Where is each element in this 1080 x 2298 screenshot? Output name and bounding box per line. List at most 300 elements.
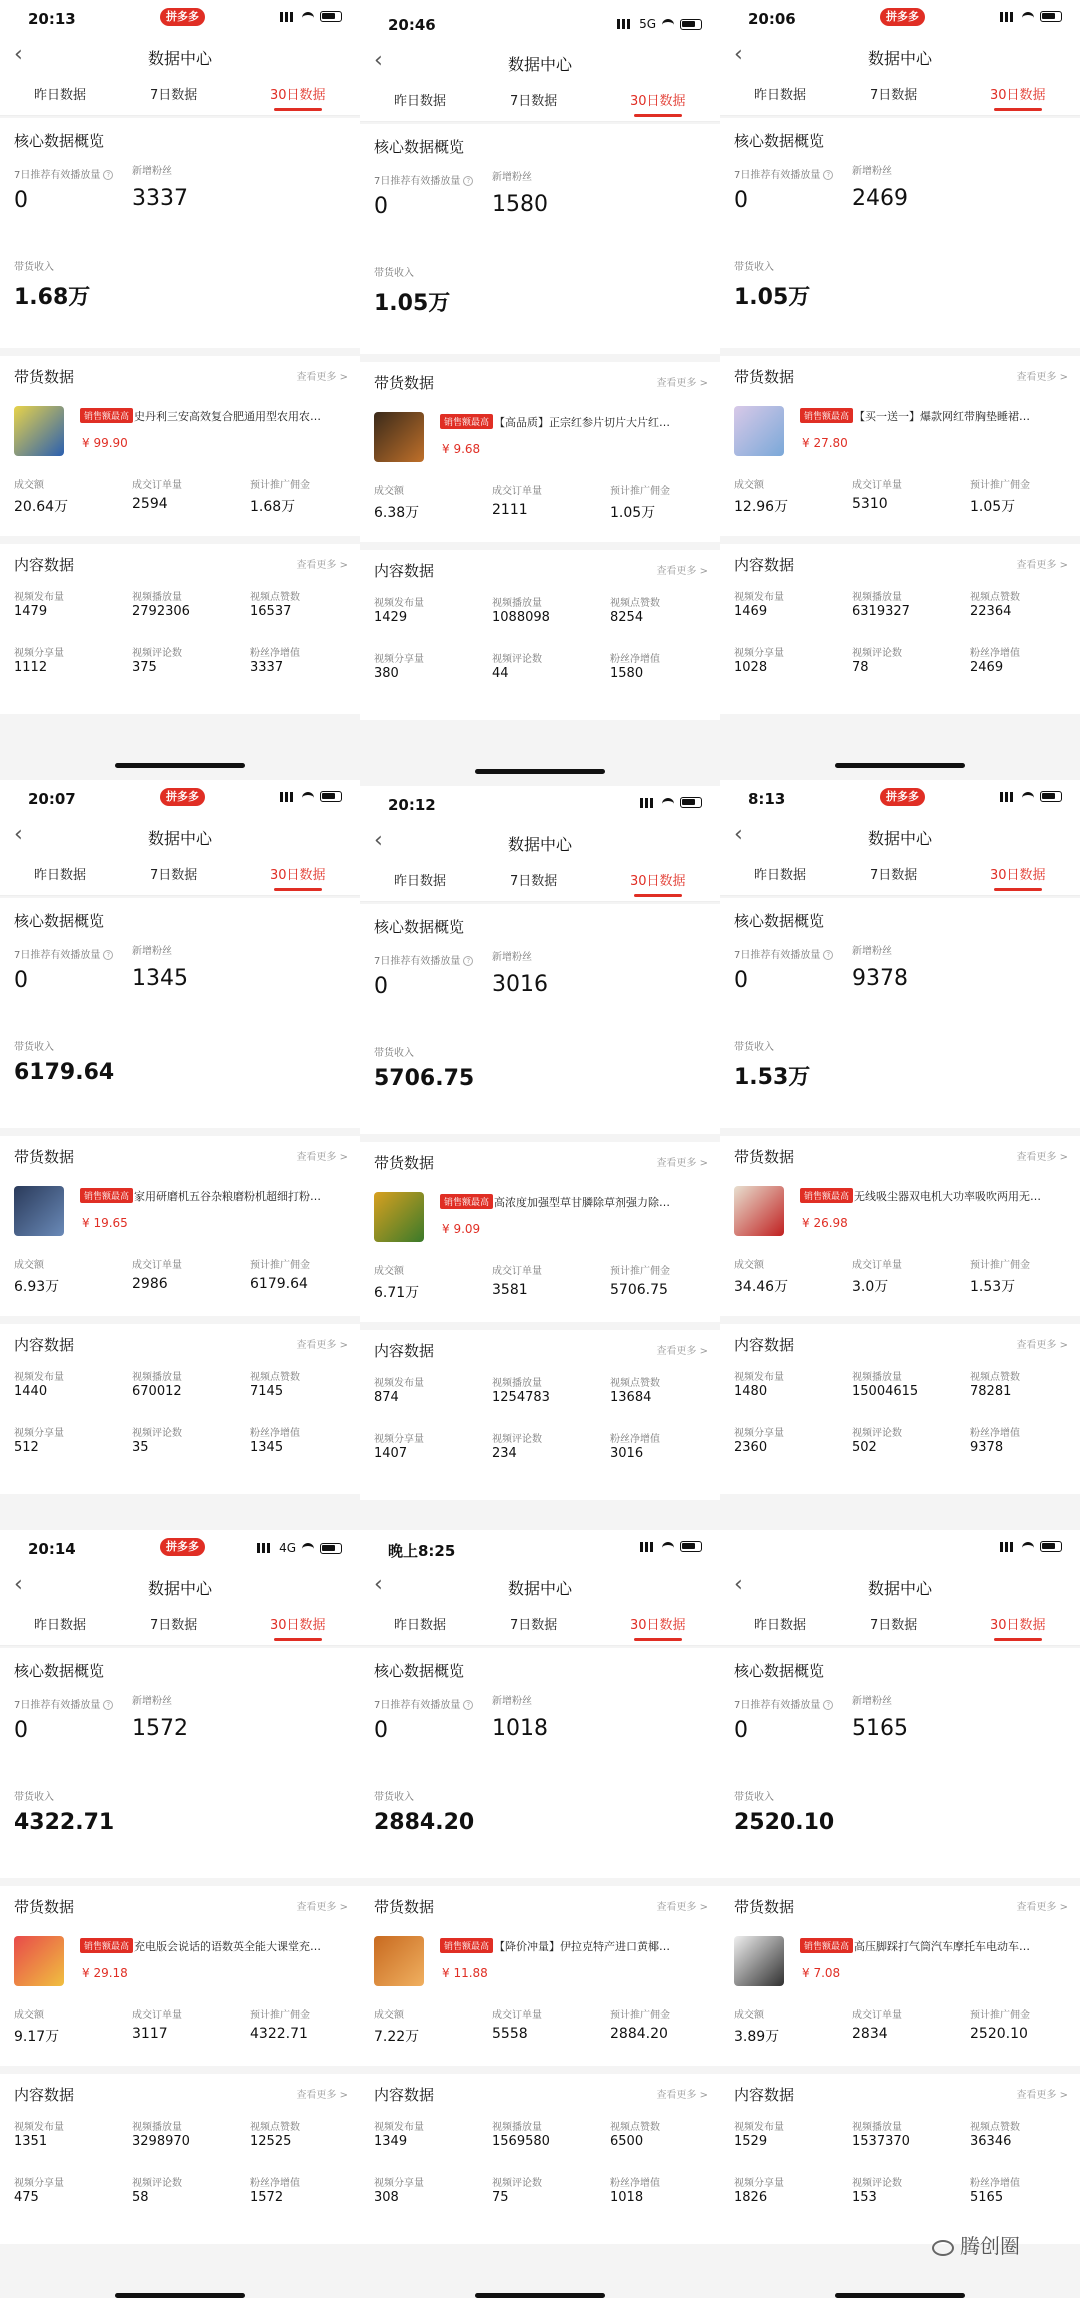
tab-30days[interactable]: 30日数据 — [990, 84, 1046, 103]
sales-metric-label: 成交额 — [734, 480, 764, 491]
sales-more-link[interactable]: 查看更多 > — [656, 378, 708, 389]
product-name[interactable]: 【降价冲量】伊拉克特产进口黄椰… — [494, 1940, 670, 1953]
new-fans-label: 新增粉丝 — [132, 1696, 172, 1707]
content-metric-value: 1345 — [250, 1440, 284, 1455]
sales-metric-value: 7.22万 — [374, 2029, 420, 2045]
content-more-link[interactable]: 查看更多 > — [1016, 2090, 1068, 2101]
sales-metric-label: 成交额 — [14, 480, 44, 491]
sales-metric-label: 成交订单量 — [132, 480, 182, 491]
help-icon[interactable]: ? — [823, 1700, 833, 1710]
battery-icon — [320, 1543, 342, 1554]
content-metric-value: 1569580 — [492, 2134, 550, 2149]
tab-yesterday[interactable]: 昨日数据 — [754, 1618, 807, 1633]
content-more-link[interactable]: 查看更多 > — [296, 2090, 348, 2101]
wifi-icon — [1022, 12, 1034, 22]
product-name[interactable]: 【高品质】正宗红参片切片大片红… — [494, 416, 670, 429]
page-title: 数据中心 — [147, 829, 212, 848]
content-metric-value: 1537370 — [852, 2134, 910, 2149]
help-icon[interactable]: ? — [103, 1700, 113, 1710]
content-metric-label: 粉丝净增值 — [610, 2178, 660, 2189]
content-more-link[interactable]: 查看更多 > — [1016, 560, 1068, 571]
product-thumbnail[interactable] — [374, 412, 424, 462]
content-metric-value: 308 — [374, 2190, 399, 2205]
content-metric-value: 1351 — [14, 2134, 48, 2149]
tab-bar — [720, 1606, 1080, 1646]
tab-7days[interactable]: 7日数据 — [870, 88, 918, 103]
tab-7days[interactable]: 7日数据 — [150, 868, 198, 883]
page-title: 数据中心 — [147, 49, 212, 68]
content-title: 内容数据 — [14, 1336, 75, 1354]
page-title: 数据中心 — [147, 1579, 212, 1598]
content-metric-value: 380 — [374, 666, 399, 681]
content-section — [0, 544, 360, 714]
tab-bar — [360, 1606, 720, 1646]
sales-more-link[interactable]: 查看更多 > — [296, 1902, 348, 1913]
status-time: 20:13 — [28, 10, 76, 28]
help-icon[interactable]: ? — [823, 170, 833, 180]
content-title: 内容数据 — [734, 1336, 795, 1354]
page-title: 数据中心 — [867, 829, 932, 848]
income-label: 带货收入 — [734, 1792, 774, 1803]
tab-yesterday[interactable]: 昨日数据 — [754, 88, 807, 103]
system-icons — [640, 1541, 702, 1552]
system-icons — [257, 1541, 342, 1555]
content-metric-label: 视频点赞数 — [970, 1372, 1020, 1383]
new-fans-label: 新增粉丝 — [852, 946, 892, 957]
top-sales-badge: 销售额最高 — [800, 1188, 853, 1203]
page-title: 数据中心 — [507, 1579, 572, 1598]
product-thumbnail[interactable] — [374, 1192, 424, 1242]
income-label: 带货收入 — [374, 268, 414, 279]
content-section — [0, 1324, 360, 1494]
income-label: 带货收入 — [14, 1792, 54, 1803]
content-metric-value: 1572 — [250, 2190, 284, 2205]
sales-metric-label: 成交额 — [374, 1266, 404, 1277]
rec-play-label-text: 7日推荐有效播放量 — [374, 1700, 461, 1711]
sales-metric-label: 成交额 — [374, 2010, 404, 2021]
help-icon[interactable]: ? — [103, 950, 113, 960]
content-metric-value: 375 — [132, 660, 157, 675]
content-metric-label: 粉丝净增值 — [970, 1428, 1020, 1439]
help-icon[interactable]: ? — [823, 950, 833, 960]
content-metric-label: 视频播放量 — [132, 592, 182, 603]
phone-screen — [0, 1530, 360, 2298]
status-time: 20:06 — [748, 10, 796, 28]
tab-30days[interactable]: 30日数据 — [630, 90, 686, 109]
product-name[interactable]: 高压脚踩打气筒汽车摩托车电动车… — [854, 1940, 1030, 1953]
tab-bar — [360, 862, 720, 902]
new-fans-value: 5165 — [852, 1716, 908, 1741]
sales-metric-label: 预计推广佣金 — [250, 2010, 310, 2021]
sales-title: 带货数据 — [374, 374, 435, 392]
page-title: 数据中心 — [867, 49, 932, 68]
core-title: 核心数据概览 — [734, 912, 825, 930]
content-metric-label: 视频分享量 — [374, 654, 424, 665]
new-fans-label: 新增粉丝 — [852, 166, 892, 177]
sales-metric-value: 5558 — [492, 2026, 528, 2042]
content-metric-label: 视频点赞数 — [970, 592, 1020, 603]
tab-30days[interactable]: 30日数据 — [270, 1614, 326, 1633]
tab-7days[interactable]: 7日数据 — [510, 874, 558, 889]
system-icons — [280, 11, 342, 22]
tab-yesterday[interactable]: 昨日数据 — [394, 874, 447, 889]
top-sales-badge: 销售额最高 — [80, 1938, 133, 1953]
content-metric-value: 502 — [852, 1440, 877, 1455]
content-metric-label: 视频评论数 — [132, 648, 182, 659]
status-bar — [360, 6, 720, 42]
tab-bar — [360, 82, 720, 122]
sales-title: 带货数据 — [14, 1898, 75, 1916]
status-bar — [720, 1530, 1080, 1566]
product-price: ¥ 9.09 — [442, 1222, 481, 1236]
sales-more-link[interactable]: 查看更多 > — [656, 1902, 708, 1913]
core-title: 核心数据概览 — [374, 1662, 465, 1680]
income-label: 带货收入 — [14, 262, 54, 273]
content-more-link[interactable]: 查看更多 > — [656, 566, 708, 577]
sales-metric-value: 6.71万 — [374, 1285, 420, 1301]
product-price: ¥ 26.98 — [802, 1216, 848, 1230]
sales-more-link[interactable]: 查看更多 > — [296, 1152, 348, 1163]
home-indicator[interactable] — [475, 2293, 605, 2298]
tab-30days[interactable]: 30日数据 — [990, 864, 1046, 883]
content-metric-value: 2360 — [734, 1440, 768, 1455]
tab-7days[interactable]: 7日数据 — [510, 94, 558, 109]
product-price: ¥ 11.88 — [442, 1966, 488, 1980]
wifi-icon — [1022, 792, 1034, 802]
content-title: 内容数据 — [374, 562, 435, 580]
content-metric-label: 视频点赞数 — [250, 2122, 300, 2133]
content-metric-label: 视频发布量 — [14, 592, 64, 603]
content-metric-value: 1407 — [374, 1446, 408, 1461]
tab-7days[interactable]: 7日数据 — [870, 1618, 918, 1633]
core-title: 核心数据概览 — [14, 912, 105, 930]
sales-section — [360, 1142, 720, 1322]
content-metric-label: 视频播放量 — [492, 598, 542, 609]
watermark-text: 腾创圈 — [960, 2234, 1020, 2258]
signal-icon — [617, 19, 633, 29]
income-value: 2520.10 — [734, 1810, 835, 1835]
content-metric-label: 视频评论数 — [492, 2178, 542, 2189]
home-indicator[interactable] — [475, 769, 605, 774]
new-fans-value: 3337 — [132, 186, 188, 211]
product-price: ¥ 99.90 — [82, 436, 128, 450]
system-icons — [1000, 791, 1062, 802]
product-thumbnail[interactable] — [14, 1186, 64, 1236]
rec-play-label — [734, 1696, 833, 1711]
content-metric-label: 视频播放量 — [132, 2122, 182, 2133]
back-icon[interactable]: ‹ — [734, 42, 743, 67]
back-icon[interactable]: ‹ — [374, 48, 383, 73]
income-label: 带货收入 — [14, 1042, 54, 1053]
battery-icon — [1040, 1541, 1062, 1552]
content-metric-label: 视频评论数 — [852, 2178, 902, 2189]
product-name[interactable]: 史丹利三安高效复合肥通用型农用农… — [134, 410, 321, 423]
signal-icon — [1000, 792, 1016, 802]
sales-more-link[interactable]: 查看更多 > — [1016, 1152, 1068, 1163]
new-fans-label: 新增粉丝 — [492, 1696, 532, 1707]
product-name[interactable]: 家用研磨机五谷杂粮磨粉机超细打粉… — [134, 1190, 321, 1203]
tab-30days[interactable]: 30日数据 — [630, 1614, 686, 1633]
content-more-link[interactable]: 查看更多 > — [656, 1346, 708, 1357]
content-metric-value: 1440 — [14, 1384, 48, 1399]
product-thumbnail[interactable] — [14, 406, 64, 456]
content-section — [0, 2074, 360, 2244]
content-more-link[interactable]: 查看更多 > — [296, 560, 348, 571]
sales-more-link[interactable]: 查看更多 > — [656, 1158, 708, 1169]
rec-play-label-text: 7日推荐有效播放量 — [374, 176, 461, 187]
back-icon[interactable]: ‹ — [14, 1572, 23, 1597]
content-metric-value: 3337 — [250, 660, 284, 675]
core-overview — [360, 904, 720, 1134]
sales-metric-label: 成交订单量 — [852, 480, 902, 491]
sales-metric-label: 预计推广佣金 — [610, 1266, 670, 1277]
sales-metric-value: 3.89万 — [734, 2029, 780, 2045]
battery-icon — [320, 11, 342, 22]
income-label: 带货收入 — [374, 1048, 414, 1059]
sales-metric-value: 6179.64 — [250, 1276, 308, 1292]
content-section — [360, 2074, 720, 2244]
sales-section — [0, 1886, 360, 2066]
tab-yesterday[interactable]: 昨日数据 — [754, 868, 807, 883]
tab-yesterday[interactable]: 昨日数据 — [34, 1618, 87, 1633]
core-overview — [720, 1648, 1080, 1878]
content-metric-label: 视频发布量 — [734, 1372, 784, 1383]
content-metric-label: 粉丝净增值 — [610, 654, 660, 665]
content-metric-label: 视频发布量 — [374, 2122, 424, 2133]
product-thumbnail[interactable] — [14, 1936, 64, 1986]
content-metric-label: 视频点赞数 — [970, 2122, 1020, 2133]
product-name[interactable]: 高浓度加强型草甘膦除草剂强力除… — [494, 1196, 670, 1209]
core-overview — [0, 898, 360, 1128]
core-title: 核心数据概览 — [734, 1662, 825, 1680]
home-indicator[interactable] — [835, 763, 965, 768]
content-metric-value: 1826 — [734, 2190, 768, 2205]
rec-play-value: 0 — [14, 968, 28, 993]
core-overview — [0, 1648, 360, 1878]
sales-metric-label: 成交额 — [734, 2010, 764, 2021]
status-time: 晚上8:25 — [388, 1542, 456, 1560]
back-icon[interactable]: ‹ — [734, 1572, 743, 1597]
top-sales-badge: 销售额最高 — [440, 1194, 493, 1209]
product-price: ¥ 9.68 — [442, 442, 481, 456]
pdd-badge: 拼多多 — [160, 8, 205, 26]
product-name[interactable]: 充电版会说话的语数英全能大课堂充… — [134, 1940, 321, 1953]
content-metric-value: 7145 — [250, 1384, 284, 1399]
product-price: ¥ 7.08 — [802, 1966, 841, 1980]
core-title: 核心数据概览 — [14, 132, 105, 150]
tab-30days[interactable]: 30日数据 — [990, 1614, 1046, 1633]
core-title: 核心数据概览 — [14, 1662, 105, 1680]
product-price: ¥ 27.80 — [802, 436, 848, 450]
phone-screen — [0, 780, 360, 1560]
content-metric-label: 粉丝净增值 — [970, 2178, 1020, 2189]
network-type: 5G — [639, 17, 656, 31]
sales-metric-value: 12.96万 — [734, 499, 789, 515]
content-metric-label: 视频播放量 — [852, 592, 902, 603]
content-metric-value: 1112 — [14, 660, 48, 675]
tab-yesterday[interactable]: 昨日数据 — [394, 94, 447, 109]
content-section — [720, 1324, 1080, 1494]
sales-section — [720, 356, 1080, 536]
content-more-link[interactable]: 查看更多 > — [296, 1340, 348, 1351]
sales-metric-value: 6.93万 — [14, 1279, 60, 1295]
product-name[interactable]: 无线吸尘器双电机大功率吸吹两用无… — [854, 1190, 1041, 1203]
income-label: 带货收入 — [374, 1792, 414, 1803]
system-icons — [640, 797, 702, 808]
battery-icon — [1040, 11, 1062, 22]
tab-yesterday[interactable]: 昨日数据 — [34, 88, 87, 103]
rec-play-label-text: 7日推荐有效播放量 — [734, 950, 821, 961]
content-metric-value: 44 — [492, 666, 509, 681]
status-bar — [720, 0, 1080, 36]
nav-bar — [0, 816, 360, 856]
sales-metric-value: 4322.71 — [250, 2026, 308, 2042]
content-metric-value: 1479 — [14, 604, 48, 619]
sales-more-link[interactable]: 查看更多 > — [296, 372, 348, 383]
phone-screen — [720, 0, 1080, 780]
sales-title: 带货数据 — [14, 1148, 75, 1166]
product-thumbnail[interactable] — [374, 1936, 424, 1986]
sales-metric-value: 2834 — [852, 2026, 888, 2042]
content-metric-value: 1254783 — [492, 1390, 550, 1405]
product-name[interactable]: 【买一送一】爆款网红带胸垫睡裙… — [854, 410, 1030, 423]
tab-yesterday[interactable]: 昨日数据 — [394, 1618, 447, 1633]
content-metric-label: 视频评论数 — [852, 1428, 902, 1439]
page-title: 数据中心 — [507, 835, 572, 854]
tab-30days[interactable]: 30日数据 — [270, 84, 326, 103]
help-icon[interactable]: ? — [103, 170, 113, 180]
content-more-link[interactable]: 查看更多 > — [656, 2090, 708, 2101]
content-metric-label: 视频发布量 — [734, 2122, 784, 2133]
content-metric-label: 视频点赞数 — [610, 598, 660, 609]
back-icon[interactable]: ‹ — [14, 822, 23, 847]
tab-bar — [720, 76, 1080, 116]
core-title: 核心数据概览 — [374, 138, 465, 156]
help-icon[interactable]: ? — [463, 176, 473, 186]
back-icon[interactable]: ‹ — [374, 1572, 383, 1597]
nav-bar — [720, 1566, 1080, 1606]
tab-30days[interactable]: 30日数据 — [630, 870, 686, 889]
sales-metric-label: 成交订单量 — [492, 2010, 542, 2021]
content-metric-label: 视频分享量 — [14, 648, 64, 659]
content-metric-label: 视频播放量 — [852, 2122, 902, 2133]
phone-screen — [720, 780, 1080, 1560]
phone-screen — [720, 1530, 1080, 2298]
rec-play-label — [14, 946, 113, 961]
home-indicator[interactable] — [115, 2293, 245, 2298]
content-metric-label: 视频分享量 — [374, 2178, 424, 2189]
content-metric-value: 8254 — [610, 610, 644, 625]
tab-bar — [0, 76, 360, 116]
content-title: 内容数据 — [734, 2086, 795, 2104]
sales-metric-label: 成交额 — [374, 486, 404, 497]
new-fans-label: 新增粉丝 — [852, 1696, 892, 1707]
wifi-icon — [1022, 1542, 1034, 1552]
new-fans-value: 1018 — [492, 1716, 548, 1741]
sales-metric-value: 5310 — [852, 496, 888, 512]
core-overview — [360, 1648, 720, 1878]
new-fans-value: 1580 — [492, 192, 548, 217]
tab-yesterday[interactable]: 昨日数据 — [34, 868, 87, 883]
tab-7days[interactable]: 7日数据 — [150, 1618, 198, 1633]
content-metric-value: 3298970 — [132, 2134, 190, 2149]
back-icon[interactable]: ‹ — [14, 42, 23, 67]
battery-icon — [680, 19, 702, 30]
content-more-link[interactable]: 查看更多 > — [1016, 1340, 1068, 1351]
sales-metric-label: 成交订单量 — [132, 2010, 182, 2021]
help-icon[interactable]: ? — [463, 956, 473, 966]
rec-play-label-text: 7日推荐有效播放量 — [734, 170, 821, 181]
content-metric-value: 1088098 — [492, 610, 550, 625]
tab-bar — [0, 1606, 360, 1646]
wifi-icon — [302, 12, 314, 22]
signal-icon — [640, 798, 656, 808]
content-metric-value: 75 — [492, 2190, 509, 2205]
content-metric-value: 78281 — [970, 1384, 1012, 1399]
new-fans-label: 新增粉丝 — [132, 166, 172, 177]
content-metric-value: 512 — [14, 1440, 39, 1455]
page-title: 数据中心 — [867, 1579, 932, 1598]
sales-title: 带货数据 — [374, 1154, 435, 1172]
content-metric-value: 1349 — [374, 2134, 408, 2149]
back-icon[interactable]: ‹ — [374, 828, 383, 853]
content-metric-label: 视频分享量 — [734, 1428, 784, 1439]
sales-section — [720, 1886, 1080, 2066]
tab-7days[interactable]: 7日数据 — [150, 88, 198, 103]
phone-screen — [0, 0, 360, 780]
back-icon[interactable]: ‹ — [734, 822, 743, 847]
sales-more-link[interactable]: 查看更多 > — [1016, 1902, 1068, 1913]
tab-7days[interactable]: 7日数据 — [870, 868, 918, 883]
content-metric-label: 粉丝净增值 — [610, 1434, 660, 1445]
sales-metric-value: 1.53万 — [970, 1279, 1016, 1295]
new-fans-label: 新增粉丝 — [492, 952, 532, 963]
rec-play-value: 0 — [734, 968, 748, 993]
home-indicator[interactable] — [115, 763, 245, 768]
content-metric-label: 视频发布量 — [374, 1378, 424, 1389]
rec-play-value: 0 — [14, 188, 28, 213]
status-time: 20:07 — [28, 790, 76, 808]
content-metric-label: 视频点赞数 — [610, 1378, 660, 1389]
pdd-badge: 拼多多 — [880, 8, 925, 26]
tab-7days[interactable]: 7日数据 — [510, 1618, 558, 1633]
product-thumbnail[interactable] — [734, 1186, 784, 1236]
content-metric-value: 5165 — [970, 2190, 1004, 2205]
content-metric-value: 1429 — [374, 610, 408, 625]
product-thumbnail[interactable] — [734, 1936, 784, 1986]
rec-play-label-text: 7日推荐有效播放量 — [374, 956, 461, 967]
phone-screen — [360, 1530, 720, 2298]
help-icon[interactable]: ? — [463, 1700, 473, 1710]
tab-30days[interactable]: 30日数据 — [270, 864, 326, 883]
sales-more-link[interactable]: 查看更多 > — [1016, 372, 1068, 383]
sales-section — [0, 356, 360, 536]
home-indicator[interactable] — [835, 2293, 965, 2298]
signal-icon — [280, 12, 296, 22]
income-value: 6179.64 — [14, 1060, 115, 1085]
content-metric-value: 58 — [132, 2190, 149, 2205]
sales-title: 带货数据 — [14, 368, 75, 386]
rec-play-label-text: 7日推荐有效播放量 — [734, 1700, 821, 1711]
rec-play-label — [374, 1696, 473, 1711]
content-metric-label: 视频分享量 — [734, 2178, 784, 2189]
product-thumbnail[interactable] — [734, 406, 784, 456]
nav-bar — [360, 42, 720, 82]
nav-bar — [720, 816, 1080, 856]
sales-section — [360, 362, 720, 542]
sales-metric-value: 1.68万 — [250, 499, 296, 515]
content-metric-label: 粉丝净增值 — [970, 648, 1020, 659]
